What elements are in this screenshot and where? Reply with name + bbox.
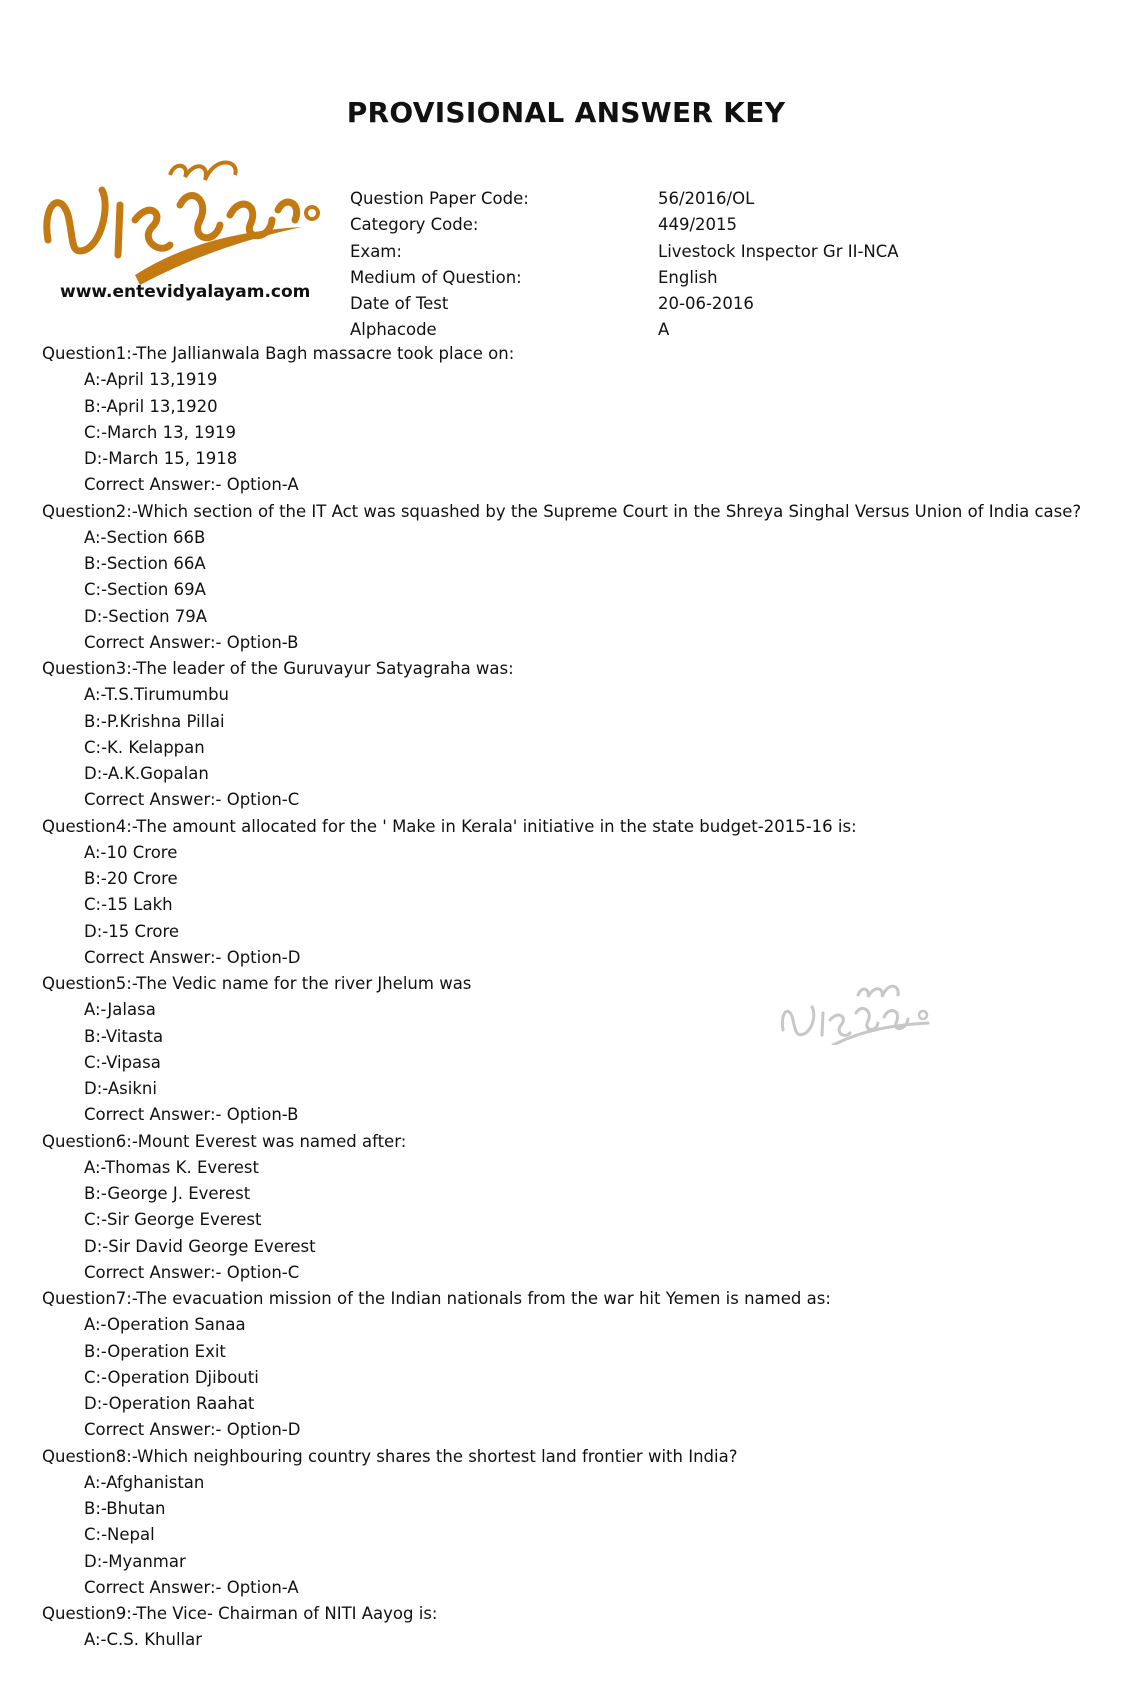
answer-option: A:-Section 66B <box>84 527 206 547</box>
answer-option: B:-Vitasta <box>84 1026 164 1046</box>
answer-option: A:-10 Crore <box>84 842 178 862</box>
answer-option: C:-March 13, 1919 <box>84 422 237 442</box>
detail-value: 56/2016/OL <box>658 189 755 208</box>
answer-option: B:-Operation Exit <box>84 1341 226 1361</box>
answer-option: C:-Operation Djibouti <box>84 1367 259 1387</box>
page-title-text: PROVISIONAL ANSWER KEY <box>346 96 786 129</box>
detail-row <box>350 212 1050 238</box>
answer-option: B:-20 Crore <box>84 869 178 888</box>
correct-answer: Correct Answer:- Option-A <box>84 1577 299 1597</box>
detail-label: Exam: <box>350 241 402 261</box>
question-text: Question7:-The evacuation mission of the Indian nationals from the war hit Yemen is named as: <box>42 1289 831 1308</box>
question-text: Question8:-Which neighbouring country shares the shortest land frontier with India? <box>42 1446 738 1466</box>
detail-label: Question Paper Code: <box>350 189 529 208</box>
detail-row <box>350 317 1050 343</box>
answer-option: A:-Thomas K. Everest <box>84 1157 259 1177</box>
correct-answer: Correct Answer:- Option-B <box>84 1105 299 1125</box>
answer-option: A:-C.S. Khullar <box>84 1630 203 1650</box>
question-text: Question5:-The Vedic name for the river Jhelum was <box>42 974 472 993</box>
answer-option: D:-Asikni <box>84 1079 157 1098</box>
answer-option: B:-Section 66A <box>84 554 206 573</box>
answer-option: A:-T.S.Tirumumbu <box>84 685 230 705</box>
answer-option: D:-Myanmar <box>84 1551 186 1571</box>
watermark-logo <box>778 975 938 1045</box>
detail-label: Date of Test <box>350 294 449 314</box>
answer-option: C:-Section 69A <box>84 580 206 600</box>
question-text: Question4:-The amount allocated for the ' Make in Kerala' initiative in the state budget-2015-16 is: <box>42 816 857 836</box>
detail-value: Livestock Inspector Gr II-NCA <box>658 241 899 261</box>
answer-option: C:-Vipasa <box>84 1052 161 1072</box>
answer-option: D:-A.K.Gopalan <box>84 764 209 783</box>
correct-answer: Correct Answer:- Option-C <box>84 790 300 810</box>
answer-option: B:-P.Krishna Pillai <box>84 711 225 731</box>
paper-details <box>350 186 1050 344</box>
detail-value: 20-06-2016 <box>658 294 754 314</box>
correct-answer: Correct Answer:- Option-D <box>84 1420 301 1440</box>
answer-option: D:-Operation Raahat <box>84 1394 255 1413</box>
answer-option: D:-Section 79A <box>84 606 208 626</box>
question-text: Question2:-Which section of the IT Act was squashed by the Supreme Court in the Shreya Singhal Versus Union of India case? <box>42 501 1082 521</box>
answer-option: D:-Sir David George Everest <box>84 1236 316 1256</box>
answer-option: C:-Nepal <box>84 1525 155 1545</box>
detail-label: Alphacode <box>350 320 437 340</box>
correct-answer: Correct Answer:- Option-D <box>84 947 301 967</box>
question-text: Question9:-The Vice- Chairman of NITI Aayog is: <box>42 1604 438 1623</box>
answer-option: B:-April 13,1920 <box>84 396 218 416</box>
question-text: Question3:-The leader of the Guruvayur Satyagraha was: <box>42 659 514 678</box>
detail-row <box>350 239 1050 265</box>
answer-option: B:-Bhutan <box>84 1499 166 1518</box>
correct-answer: Correct Answer:- Option-A <box>84 475 299 495</box>
question-text: Question6:-Mount Everest was named after: <box>42 1131 407 1151</box>
answer-option: D:-15 Crore <box>84 921 180 941</box>
question-text: Question1:-The Jallianwala Bagh massacre took place on: <box>42 344 515 363</box>
answer-option: A:-Operation Sanaa <box>84 1315 246 1335</box>
question-list <box>42 341 1122 1654</box>
detail-value: English <box>658 267 718 287</box>
detail-row <box>350 186 1050 212</box>
entevidyalayam-logo <box>40 145 325 305</box>
answer-option: A:-April 13,1919 <box>84 370 218 390</box>
answer-option: C:-Sir George Everest <box>84 1210 262 1230</box>
correct-answer: Correct Answer:- Option-B <box>84 632 299 652</box>
answer-option: B:-George J. Everest <box>84 1184 251 1203</box>
answer-option: A:-Jalasa <box>84 1000 156 1020</box>
correct-answer: Correct Answer:- Option-C <box>84 1262 300 1282</box>
detail-row <box>350 265 1050 291</box>
answer-option: D:-March 15, 1918 <box>84 449 238 468</box>
answer-option: A:-Afghanistan <box>84 1472 205 1492</box>
detail-value: 449/2015 <box>658 215 738 235</box>
detail-label: Category Code: <box>350 215 479 235</box>
detail-row <box>350 291 1050 317</box>
detail-value: A <box>658 320 670 340</box>
page-title <box>0 96 1132 129</box>
answer-option: C:-15 Lakh <box>84 895 173 915</box>
detail-label: Medium of Question: <box>350 267 522 287</box>
answer-option: C:-K. Kelappan <box>84 737 205 757</box>
logo-url: www.entevidyalayam.com <box>60 282 311 302</box>
